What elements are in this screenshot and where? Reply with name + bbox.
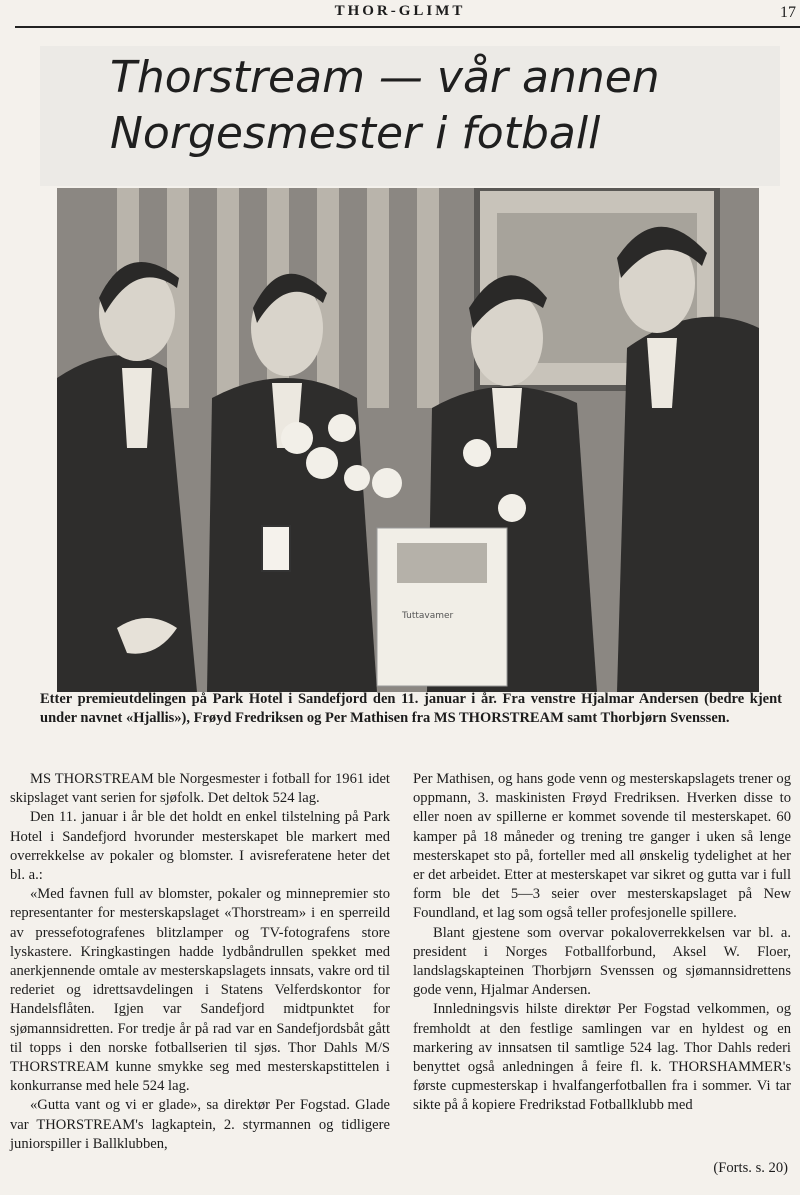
article-column-left [10,770,390,1154]
paragraph: «Med favnen full av blomster, pokaler og minnepremier sto representanter for mesterskapslaget «Thorstream» i en sperreild av pressefotografenes blitzlamper og TV-fotografens store lyskastere. Kringkastingen hadde lydbåndrullen spekket med anerkjennende omtale av mesterskapslagets innsats, vakre ord til rederiet og idrettsavdelingen i Statens Velferdskontor for Handelsflåten. Igjen var Sandefjord midtpunktet for sjømannsidretten. For tredje år på rad var en Sandefjordsbåt gått til topps i den norske fotballserien til sjøs. Thor Dahls M/S THORSTREAM kunne smykke seg med mesterskapstittelen i konkurranse med hele 524 lag. [10,886,390,1095]
paragraph: Per Mathisen, og hans gode venn og mesterskapslagets trener og oppmann, 3. maskinisten Frøyd Fredriksen. Hverken disse to eller noen av spillerne er kommet sovende til mesterskapet. 60 kamper på 18 måneder og trening tre ganger i uken så lenge mesterskapet sto på, forteller med all ønskelig tydelighet at her er det arbeidet. Etter at mesterskapet var sikret og gutta var i full form ble det 5—3 seier over mesterskapslaget på New Foundland, et lag som også teller profesjonelle spillere. [413,771,791,922]
paragraph: Blant gjestene som overvar pokaloverrekkelsen var bl. a. president i Norges Fotballforbund, Aksel W. Floer, landslagskapteinen Thorbjørn Svenssen og sjømannsidrettens gode venn, Hjalmar Andersen. [413,924,791,999]
page-number: 17 [780,4,796,21]
group-photo [57,188,759,692]
photo-caption: Etter premieutdelingen på Park Hotel i Sandefjord den 11. januar i år. Fra venstre Hjalmar Andersen (bedre kjent under navnet «Hjallis»), Frøyd Fredriksen og Per Mathisen fra MS THORSTREAM samt Thorbjørn Svenssen. [40,691,782,726]
article-column-right [413,770,791,1116]
page-header [15,0,800,28]
paragraph: Den 11. januar i år ble det holdt en enkel tilstelning på Park Hotel i Sandefjord hvorunder mesterskapet ble markert med overrekkelse av pokaler og blomster. I avisreferatene heter det bl. a.: [10,809,390,884]
paragraph: MS THORSTREAM ble Norgesmester i fotball for 1961 idet skipslaget vant serien for sjøfolk. Det deltok 524 lag. [10,771,390,807]
continued-note: (Forts. s. 20) [713,1160,788,1176]
article-title: Thorstream — vår annen Norgesmester i fotball [110,52,660,159]
photo-illustration [57,188,759,692]
certificate-text: Tuttavamer [402,611,454,621]
paragraph: «Gutta vant og vi er glade», sa direktør Per Fogstad. Glade var THORSTREAM's lagkaptein, 2. styrmannen og tidligere juniorspiller i Ballklubben, [10,1097,390,1152]
paragraph: Innledningsvis hilste direktør Per Fogstad velkommen, og fremholdt at den festlige samlingen var en hyldest og en markering av innsatsen til samtlige 524 lag. Thor Dahls rederi benyttet også anledningen å feire fl. k. THORSHAMMER's første cupmesterskap i hvalfangerfotballen fra i sommer. Vi tar sikte på å kopiere Fredrikstad Fotballklubb med [413,1001,791,1114]
magazine-name: THOR-GLIMT [334,3,466,19]
